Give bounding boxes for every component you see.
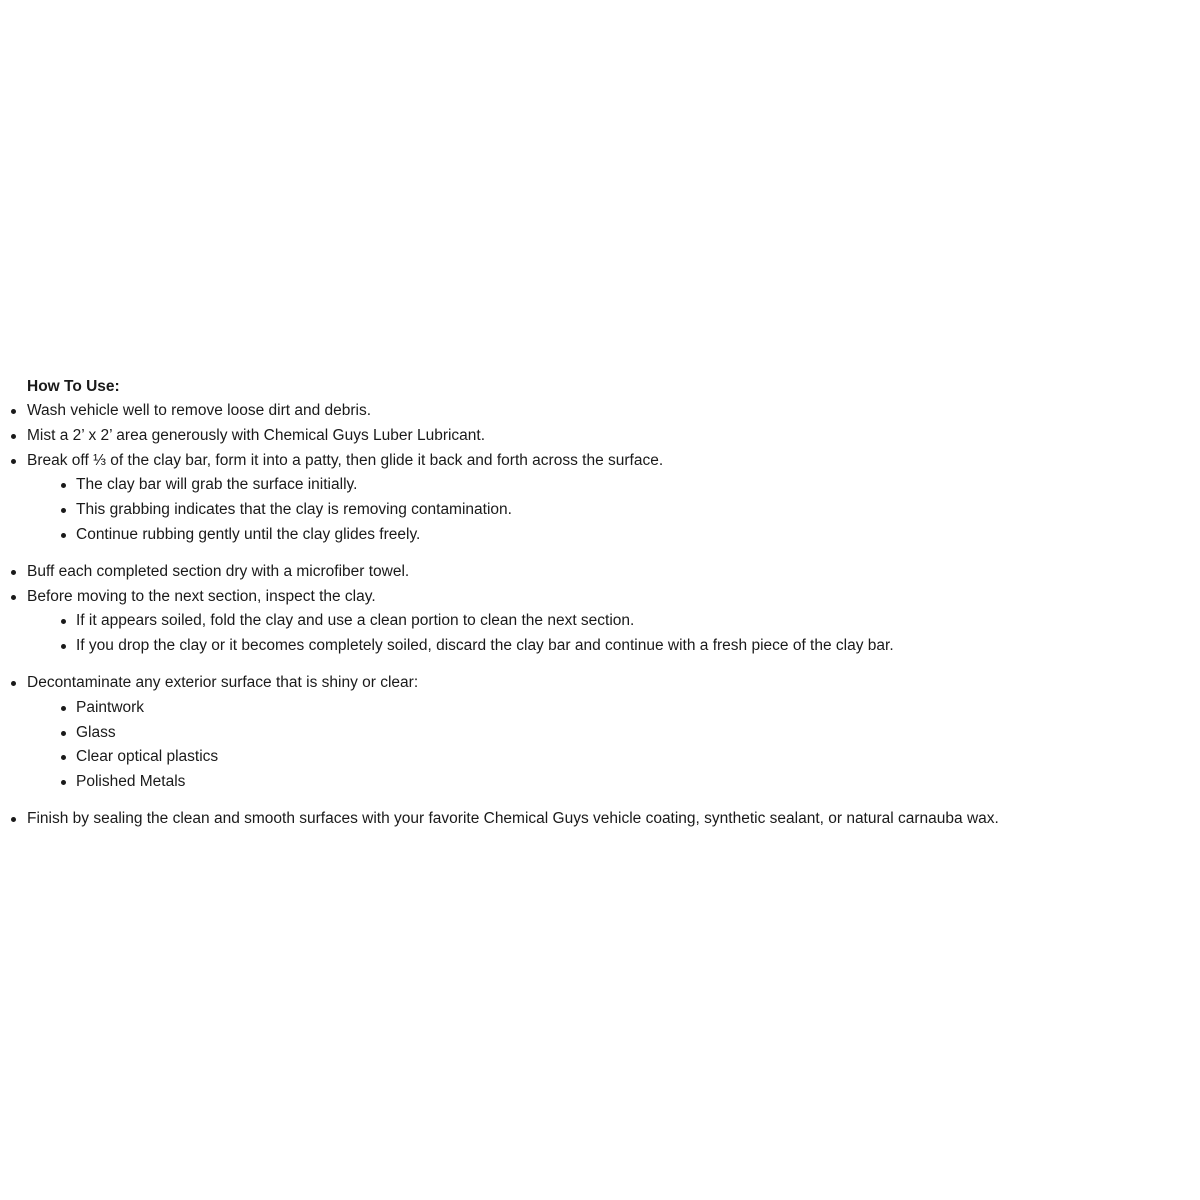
step-item [0,585,1190,659]
bullet-icon [61,483,66,488]
sub-steps-list [27,473,1190,547]
sub-step-item [0,721,1190,746]
sub-step-text: Glass [76,723,116,741]
bullet-icon [11,409,16,414]
step-item [0,424,1190,449]
sub-step-item [0,609,1190,634]
step-item [0,671,1190,795]
step-text: Mist a 2’ x 2’ area generously with Chemical Guys Luber Lubricant. [27,426,486,444]
bullet-icon [61,731,66,736]
step-item [0,399,1190,424]
sub-step-text: If it appears soiled, fold the clay and use a clean portion to clean the next section. [76,612,635,630]
sub-step-text: Paintwork [76,698,145,716]
sub-step-text: If you drop the clay or it becomes completely soiled, discard the clay bar and continue with a fresh piece of the clay bar. [76,637,894,655]
bullet-icon [11,595,16,600]
step-text: Before moving to the next section, inspect the clay. [27,587,376,605]
bullet-icon [61,706,66,711]
bullet-icon [11,817,16,822]
bullet-icon [61,533,66,538]
steps-list [0,399,1190,832]
instructions-document [0,374,1190,832]
sub-step-item [0,770,1190,795]
bullet-icon [61,644,66,649]
bullet-icon [11,681,16,686]
step-text: Wash vehicle well to remove loose dirt and debris. [27,402,372,419]
bullet-icon [11,459,16,464]
step-item [0,560,1190,585]
sub-step-item [0,696,1190,721]
step-text: Buff each completed section dry with a microfiber towel. [27,562,410,580]
sub-step-item [0,523,1190,548]
sub-steps-list [27,696,1190,795]
step-item [0,807,1190,832]
bullet-icon [61,780,66,785]
bullet-icon [61,755,66,760]
bullet-icon [61,508,66,513]
sub-step-item [0,473,1190,498]
step-text: Decontaminate any exterior surface that is shiny or clear: [27,673,419,691]
sub-steps-list [27,609,1190,659]
sub-step-text: This grabbing indicates that the clay is removing contamination. [76,501,512,519]
sub-step-text: Clear optical plastics [76,748,219,766]
sub-step-text: The clay bar will grab the surface initially. [76,476,358,494]
sub-step-item [0,498,1190,523]
sub-step-item [0,745,1190,770]
bullet-icon [11,434,16,439]
bullet-icon [11,570,16,575]
step-item [0,449,1190,548]
step-text: Break off ⅓ of the clay bar, form it into a patty, then glide it back and forth across the surface. [27,451,664,469]
bullet-icon [61,619,66,624]
sub-step-text: Continue rubbing gently until the clay glides freely. [76,525,421,543]
step-text: Finish by sealing the clean and smooth surfaces with your favorite Chemical Guys vehicle coating, synthetic sealant, or natural carnauba wax. [27,809,999,827]
sub-step-text: Polished Metals [76,773,186,791]
sub-step-item [0,634,1190,659]
section-heading: How To Use: [27,378,120,395]
